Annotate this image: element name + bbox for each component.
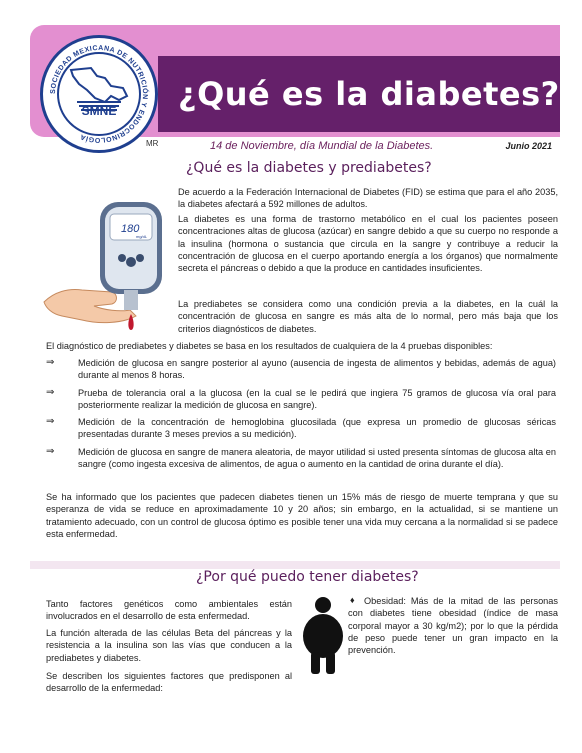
paragraph-predisposing: Se describen los siguientes factores que predisponen al desarrollo de la enfermedad: <box>46 671 292 694</box>
obesity-icon <box>300 596 346 674</box>
paragraph-factors: Tanto factores genéticos como ambientales están involucrados en el desarrollo de esta enfermedad. <box>46 599 292 622</box>
registered-mark: MR <box>146 139 159 148</box>
logo-text: SOCIEDAD MEXICANA DE NUTRICIÓN Y ENDOCRINOLOGÍA <box>49 44 149 144</box>
diagnostic-tests-list <box>46 357 556 475</box>
section-divider <box>30 561 560 569</box>
logo-abbreviation: SMNE <box>81 104 117 118</box>
list-item <box>46 357 556 382</box>
paragraph-fid: De acuerdo a la Federación Internacional de Diabetes (FID) se estima que para el año 2035, la diabetes afectará a 592 millones de adultos. <box>178 187 558 210</box>
arrow-icon: ⇒ <box>46 386 55 398</box>
list-item-text: Medición de glucosa en sangre de manera aleatoria, de mayor utilidad si usted presenta síntomas de glucosa alta en sangre (como ingesta excesiva de alimentos, de agua o aumento en la cantidad de orina durante el día). <box>78 446 556 470</box>
section-heading-1: ¿Qué es la diabetes y prediabetes? <box>186 160 432 176</box>
device-reading: 180 <box>121 223 140 235</box>
paragraph-risk: Se ha informado que los pacientes que padecen diabetes tienen un 15% más de riesgo de muerte temprana y que su esperanza de vida se reduce en aproximadamente 10 y 20 años; sin embargo, en la actualidad, si se mantiene un tratamiento adecuado, con un control de glucosa óptimo es posible tener una vida muy cercana a la normalidad si se padece esta enfermedad. <box>46 492 558 539</box>
list-item-text: Medición de la concentración de hemoglobina glucosilada (que expresa un promedio de glucosas séricas presentadas durante 3 meses previos a su medición). <box>78 417 556 440</box>
list-item <box>46 446 556 471</box>
arrow-icon: ⇒ <box>46 357 55 368</box>
paragraph-beta-cells: La función alterada de las células Beta del páncreas y la resistencia a la insulina son las vías que conducen a la prediabetes y diabetes. <box>46 628 292 663</box>
device-unit: mg/dL <box>136 234 148 239</box>
page-title: ¿Qué es la diabetes? <box>178 75 560 113</box>
paragraph-prediabetes: La prediabetes se considera como una condición previa a la diabetes, en la cuál la concentración de glucosa en sangre es más alta de lo normal, pero más baja que los criterios diagnósticos de diabetes. <box>178 299 558 334</box>
issue-date: Junio 2021 <box>505 141 552 151</box>
list-item-text: Medición de glucosa en sangre posterior al ayuno (ausencia de ingesta de alimentos y bebidas, además de agua) durante al menos 8 horas. <box>78 358 556 381</box>
arrow-icon: ⇒ <box>46 445 55 457</box>
list-item-text: Prueba de tolerancia oral a la glucosa (en la cual se le pedirá que ingiera 75 gramos de glucosa vía oral para posteriormente realizar la medición de glucosa en sangre). <box>78 387 556 410</box>
paragraph-diabetes-definition: La diabetes es una forma de trastorno metabólico en el cual los pacientes poseen concentraciones altas de glucosa (azúcar) en sangre debido a que su cuerpo no responde a la insulina (hormona o sustancia que circula en la sangre y contribuye a reducir la concentración de glucosa en el cuerpo aportando energía a los órganos) que normalmente secreta el páncreas o debido a que la produce en cantidades insuficientes. <box>178 214 558 274</box>
paragraph-obesity: Obesidad: Más de la mitad de las personas con diabetes tiene obesidad (índice de masa corporal mayor a 30 kg/m2); por lo que la pérdida de peso puede tener un gran impacto en la prevención. <box>348 596 558 656</box>
diamond-bullet-icon: ♦ <box>350 595 355 605</box>
glucometer-icon <box>42 198 174 334</box>
list-item <box>46 416 556 441</box>
list-item <box>46 387 556 412</box>
smne-logo <box>40 35 158 153</box>
paragraph-diagnosis: El diagnóstico de prediabetes y diabetes se basa en los resultados de cualquiera de la 4 pruebas disponibles: <box>46 341 493 351</box>
section-heading-2: ¿Por qué puedo tener diabetes? <box>196 569 419 585</box>
subtitle: 14 de Noviembre, día Mundial de la Diabetes. <box>210 140 434 152</box>
arrow-icon: ⇒ <box>46 416 55 428</box>
